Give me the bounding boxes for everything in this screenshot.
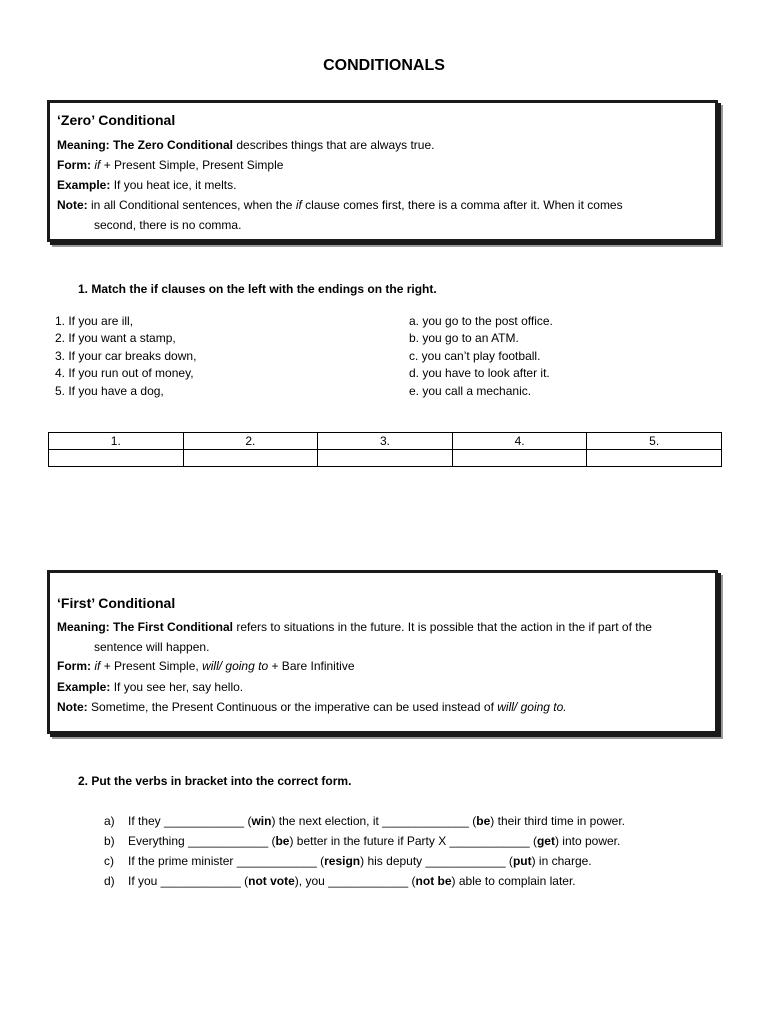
first-meaning-line-2: sentence will happen. (94, 640, 210, 654)
zero-conditional-box (47, 100, 718, 242)
form-label: Form: (57, 659, 91, 673)
verb-2: put (512, 854, 532, 868)
list-item: 2. If you want a stamp, (55, 331, 176, 346)
example-label: Example: (57, 178, 111, 192)
endings-list (409, 313, 553, 400)
list-item: 4. If you run out of money, (55, 366, 194, 381)
verb-2: be (476, 814, 491, 828)
note-label: Note: (57, 198, 88, 212)
table-header-cell: 2. (183, 433, 318, 450)
table-header-row (49, 433, 722, 450)
verb-2: get (536, 834, 555, 848)
zero-note-line-2: second, there is no comma. (94, 218, 242, 232)
exercise-item-c (104, 851, 592, 871)
verb-1: be (275, 834, 290, 848)
note-text: Sometime, the Present Continuous or the imperative can be used instead of (91, 700, 494, 714)
item-text: Everything ____________ ( (128, 834, 276, 848)
example-text: If you see her, say hello. (113, 680, 244, 694)
verb-1: win (251, 814, 272, 828)
verb-2: not be (415, 874, 452, 888)
form-text-1: + Present Simple, (103, 659, 199, 673)
item-label: c) (104, 854, 114, 868)
answer-cell[interactable] (318, 450, 453, 467)
meaning-term: The First Conditional (113, 620, 234, 634)
answer-cell[interactable] (587, 450, 722, 467)
table-header-cell: 4. (452, 433, 587, 450)
note-label: Note: (57, 700, 88, 714)
list-item: b. you go to an ATM. (409, 331, 519, 346)
item-text: ) better in the future if Party X ____________ ( (289, 834, 537, 848)
item-text: If you ____________ ( (128, 874, 249, 888)
item-label: d) (104, 874, 115, 888)
page-title: CONDITIONALS (323, 57, 445, 74)
note-text-1: in all Conditional sentences, when the (91, 198, 293, 212)
exercise-item-a (104, 811, 625, 831)
meaning-label: Meaning: (57, 138, 110, 152)
note-if: if (295, 198, 302, 212)
form-if: if (94, 158, 101, 172)
first-example-line (57, 677, 705, 697)
list-item: e. you call a mechanic. (409, 383, 532, 398)
item-text: ) in charge. (531, 854, 592, 868)
list-item: 3. If your car breaks down, (55, 348, 197, 363)
exercise-item-d (104, 871, 576, 891)
first-note-line (57, 697, 705, 717)
item-label: b) (104, 834, 115, 848)
item-label: a) (104, 814, 115, 828)
list-item: a. you go to the post office. (409, 314, 553, 328)
list-item: c. you can’t play football. (409, 348, 541, 363)
item-text: ) their third time in power. (490, 814, 625, 828)
note-text-2: clause comes first, there is a comma after it. When it comes (305, 198, 623, 212)
answer-cell[interactable] (49, 450, 184, 467)
form-if: if (94, 659, 101, 673)
list-item: d. you have to look after it. (409, 366, 550, 381)
list-item: 1. If you are ill, (55, 314, 134, 328)
answer-table (48, 432, 722, 467)
table-header-cell: 1. (49, 433, 184, 450)
form-will: will/ going to (202, 659, 269, 673)
form-label: Form: (57, 158, 91, 172)
zero-meaning-line (57, 135, 705, 155)
verb-1: resign (324, 854, 361, 868)
answer-cell[interactable] (452, 450, 587, 467)
first-conditional-heading: ‘First’ Conditional (57, 595, 176, 611)
zero-note-line (57, 195, 705, 215)
verb-1: not vote (248, 874, 295, 888)
meaning-label: Meaning: (57, 620, 110, 634)
first-meaning-line (57, 617, 705, 637)
first-form-line (57, 656, 705, 676)
table-header-cell: 3. (318, 433, 453, 450)
item-text: If the prime minister ____________ ( (128, 854, 325, 868)
zero-example-line (57, 175, 705, 195)
example-label: Example: (57, 680, 111, 694)
item-text: ) able to complain later. (451, 874, 576, 888)
meaning-text: describes things that are always true. (236, 138, 435, 152)
form-text: + Present Simple, Present Simple (103, 158, 284, 172)
meaning-term: The Zero Conditional (113, 138, 234, 152)
note-italic: will/ going to. (497, 700, 567, 714)
example-text: If you heat ice, it melts. (113, 178, 237, 192)
answer-cell[interactable] (183, 450, 318, 467)
if-clauses-list (55, 313, 196, 400)
question-2-instruction: 2. Put the verbs in bracket into the correct form. (78, 774, 352, 788)
item-text: ) his deputy ____________ ( (360, 854, 513, 868)
zero-conditional-heading: ‘Zero’ Conditional (57, 112, 176, 128)
list-item: 5. If you have a dog, (55, 383, 164, 398)
exercise-item-b (104, 831, 620, 851)
item-text: ) into power. (554, 834, 621, 848)
form-text-2: + Bare Infinitive (271, 659, 355, 673)
question-1-instruction: 1. Match the if clauses on the left with the endings on the right. (78, 282, 437, 296)
table-header-cell: 5. (587, 433, 722, 450)
zero-form-line (57, 155, 705, 175)
table-answer-row (49, 450, 722, 467)
item-text: If they ____________ ( (128, 814, 252, 828)
item-text: ) the next election, it _____________ ( (271, 814, 477, 828)
meaning-text: refers to situations in the future. It is possible that the action in the if part of the (236, 620, 652, 634)
first-conditional-box (47, 570, 718, 734)
item-text: ), you ____________ ( (294, 874, 416, 888)
